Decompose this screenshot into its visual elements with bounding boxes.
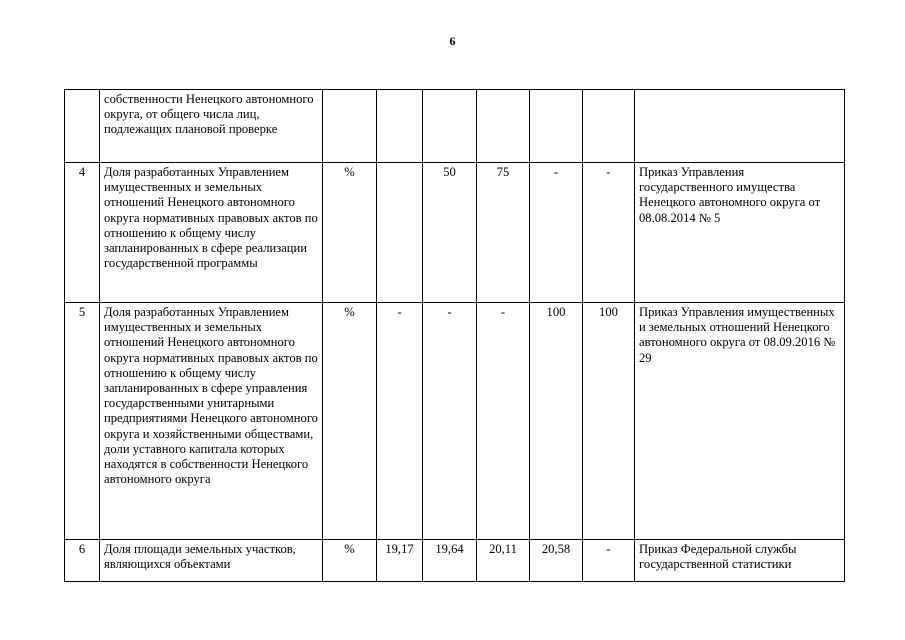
unit-cell: % xyxy=(323,163,377,303)
value-cell xyxy=(583,90,635,163)
value-cell xyxy=(477,90,530,163)
unit-cell: % xyxy=(323,303,377,540)
source-document-cell xyxy=(635,90,845,163)
row-number-cell xyxy=(65,90,100,163)
indicator-name-cell: собственности Ненецкого автономного округа, от общего числа лиц, подлежащих плановой проверке xyxy=(100,90,323,163)
unit-cell: % xyxy=(323,540,377,582)
table-row xyxy=(65,90,845,163)
value-cell xyxy=(530,90,583,163)
source-document-cell: Приказ Управления государственного имущества Ненецкого автономного округа от 08.08.2014 № 5 xyxy=(635,163,845,303)
table-row xyxy=(65,540,845,582)
value-cell xyxy=(377,90,423,163)
unit-cell xyxy=(323,90,377,163)
value-cell: 19,17 xyxy=(377,540,423,582)
value-cell: - xyxy=(477,303,530,540)
value-cell xyxy=(377,163,423,303)
value-cell: - xyxy=(377,303,423,540)
row-number-cell: 5 xyxy=(65,303,100,540)
table-row xyxy=(65,303,845,540)
value-cell xyxy=(423,90,477,163)
value-cell: 100 xyxy=(583,303,635,540)
value-cell: - xyxy=(583,163,635,303)
indicator-name-cell: Доля разработанных Управлением имущественных и земельных отношений Ненецкого автономного округа нормативных правовых актов по отношению к общему числу запланированных в сфере управления государственными унитарными предприятиями Ненецкого автономного округа и хозяйственными обществами, доли уставного капитала которых находятся в собственности Ненецкого автономного округа xyxy=(100,303,323,540)
source-document-cell: Приказ Управления имущественных и земельных отношений Ненецкого автономного округа от 08.09.2016 № 29 xyxy=(635,303,845,540)
table-row xyxy=(65,163,845,303)
indicator-name-cell: Доля разработанных Управлением имущественных и земельных отношений Ненецкого автономного округа нормативных правовых актов по отношению к общему числу запланированных в сфере реализации государственной программы xyxy=(100,163,323,303)
value-cell: 75 xyxy=(477,163,530,303)
row-number-cell: 6 xyxy=(65,540,100,582)
value-cell: 50 xyxy=(423,163,477,303)
value-cell: - xyxy=(423,303,477,540)
value-cell: 20,58 xyxy=(530,540,583,582)
row-number-cell: 4 xyxy=(65,163,100,303)
value-cell: 100 xyxy=(530,303,583,540)
value-cell: 19,64 xyxy=(423,540,477,582)
page-number: 6 xyxy=(449,34,456,48)
value-cell: - xyxy=(530,163,583,303)
value-cell: 20,11 xyxy=(477,540,530,582)
source-document-cell: Приказ Федеральной службы государственной статистики xyxy=(635,540,845,582)
indicators-table xyxy=(64,89,845,582)
value-cell: - xyxy=(583,540,635,582)
indicator-name-cell: Доля площади земельных участков, являющихся объектами xyxy=(100,540,323,582)
